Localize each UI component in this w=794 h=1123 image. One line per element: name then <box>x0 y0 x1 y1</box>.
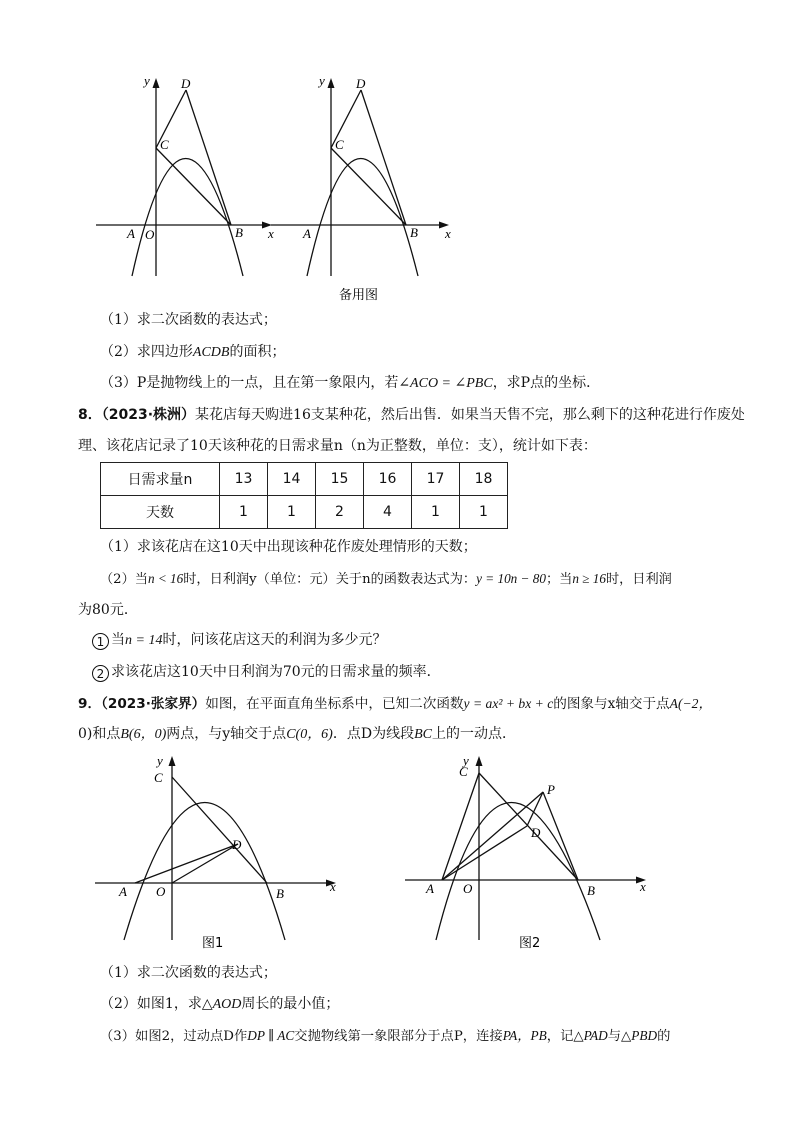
table-cell: 16 <box>364 463 412 496</box>
fig-label-O: O <box>145 227 155 242</box>
text: 周长的最小值； <box>241 996 340 1012</box>
top-figure-original <box>90 70 280 282</box>
circled-number-2: 2 <box>92 665 109 682</box>
table-header-cell: 日需求量n <box>101 463 220 496</box>
table-cell: 17 <box>412 463 460 496</box>
math: ∠ACO = ∠PBC <box>398 376 493 391</box>
text: 上的一动点． <box>431 726 516 742</box>
text: 两点，与y轴交于点 <box>166 726 287 742</box>
table-cell: 18 <box>460 463 508 496</box>
fig-label-B: B <box>410 225 418 240</box>
q9-line-2 <box>78 724 516 745</box>
text: （1）求二次函数的表达式； <box>100 965 277 981</box>
fig-label-O: O <box>156 884 166 899</box>
table-header-cell: 天数 <box>101 496 220 529</box>
text: （3）如图2，过动点D作 <box>100 1029 248 1044</box>
text: （1）求二次函数的表达式； <box>100 312 277 328</box>
question-number: 9． <box>78 696 102 712</box>
text: 交抛物线第一象限部分于点P，连接 <box>294 1029 503 1044</box>
table-cell: 13 <box>220 463 268 496</box>
text: 0)和点 <box>78 726 121 742</box>
text: ，求P点的坐标． <box>492 375 601 391</box>
question-number: 8． <box>78 407 102 423</box>
text: 的面积； <box>229 344 286 360</box>
question-source: （2023·张家界） <box>101 696 206 712</box>
demand-table <box>100 462 508 529</box>
table-cell: 15 <box>316 463 364 496</box>
math: A(−2， <box>669 696 713 711</box>
math: ACDB <box>192 345 230 360</box>
fig-label-y: y <box>144 73 150 88</box>
text: 的 <box>657 1029 671 1044</box>
fig-label-x: x <box>640 879 646 894</box>
q9-sub-2 <box>100 994 339 1015</box>
text: （1）求该花店在这10天中出现该种花作废处理情形的天数； <box>100 539 477 555</box>
text: （2）当 <box>100 572 148 587</box>
q8-sub-2-cont <box>78 600 138 620</box>
text: 时，问该花店这天的利润为多少元？ <box>162 632 387 648</box>
math: △PAD <box>573 1028 608 1043</box>
fig-label-C: C <box>160 137 169 152</box>
q8-line-1 <box>78 405 745 425</box>
figure-caption: 备用图 <box>339 288 379 303</box>
fig-label-D: D <box>181 76 191 91</box>
text: 求该花店这10天中日利润为70元的日需求量的频率． <box>111 664 441 680</box>
fig-label-x: x <box>330 879 336 894</box>
fig-label-O: O <box>463 881 473 896</box>
q8-sub-1 <box>100 537 477 557</box>
fig-label-C: C <box>459 764 468 779</box>
q9-figure-1 <box>90 750 350 955</box>
fig-label-y: y <box>157 753 163 768</box>
q9-sub-3 <box>100 1026 670 1047</box>
table-cell: 1 <box>220 496 268 529</box>
table-cell: 1 <box>460 496 508 529</box>
math: PA，PB <box>502 1028 547 1043</box>
math: BC <box>414 727 432 742</box>
q8-sub-2-item-1 <box>92 630 386 651</box>
math: n < 16 <box>147 571 184 586</box>
math: n = 14 <box>125 633 163 648</box>
fig-label-A: A <box>127 226 135 241</box>
q9-sub-1 <box>100 963 277 983</box>
math: B(6，0) <box>120 727 167 742</box>
text: 时，日利润 <box>605 572 672 587</box>
fig-label-P: P <box>547 782 555 797</box>
text: 如图，在平面直角坐标系中，已知二次函数 <box>205 696 464 712</box>
top-figure-backup <box>265 70 460 310</box>
question-source: （2023·株洲） <box>101 407 196 423</box>
question-part-1 <box>100 310 277 330</box>
figure-caption: 图2 <box>519 936 541 951</box>
math: y = 10n − 80 <box>476 571 546 586</box>
fig-label-A: A <box>303 226 311 241</box>
table-cell: 1 <box>268 496 316 529</box>
math: △AOD <box>201 997 242 1012</box>
table-cell: 1 <box>412 496 460 529</box>
fig-label-x: x <box>268 226 274 241</box>
fig-label-C: C <box>154 770 163 785</box>
text: （2）求四边形 <box>100 344 193 360</box>
fig-label-A: A <box>426 881 434 896</box>
q9-figure-2 <box>400 750 660 955</box>
text: 当 <box>111 632 125 648</box>
fig-label-D: D <box>531 825 541 840</box>
table-cell: 2 <box>316 496 364 529</box>
math: C(0，6) <box>286 727 333 742</box>
math: y = ax² + bx + c <box>463 696 554 711</box>
fig-label-B: B <box>587 883 595 898</box>
question-part-3 <box>100 373 600 394</box>
question-part-2 <box>100 342 285 363</box>
text: 某花店每天购进16支某种花，然后出售．如果当天售不完，那么剩下的这种花进行作废处 <box>195 407 745 423</box>
table-row <box>101 496 508 529</box>
table-cell: 4 <box>364 496 412 529</box>
table-row <box>101 463 508 496</box>
q8-line-2 <box>78 436 597 456</box>
q9-line-1 <box>78 694 712 714</box>
text: （2）如图1，求 <box>100 996 202 1012</box>
text: 与 <box>607 1029 622 1044</box>
text: 理、该花店记录了10天该种花的日需求量n（n为正整数，单位：支），统计如下表： <box>78 438 597 454</box>
text: （3）P是抛物线上的一点，且在第一象限内，若 <box>100 375 399 391</box>
text: 时，日利润y（单位：元）关于n的函数表达式为： <box>183 572 477 587</box>
table-cell: 14 <box>268 463 316 496</box>
fig-label-B: B <box>276 886 284 901</box>
fig-label-C: C <box>335 137 344 152</box>
fig-label-B: B <box>235 225 243 240</box>
fig-label-D: D <box>232 837 242 852</box>
q8-sub-2 <box>100 569 672 590</box>
text: ．点D为线段 <box>332 726 415 742</box>
q8-sub-2-item-2 <box>92 662 441 682</box>
math: n ≥ 16 <box>572 571 606 586</box>
fig-label-y: y <box>463 753 469 768</box>
math: DP ∥ AC <box>247 1028 295 1043</box>
fig-label-x: x <box>445 226 451 241</box>
text: 为80元． <box>78 602 138 618</box>
figure-caption: 图1 <box>202 936 224 951</box>
circled-number-1: 1 <box>92 633 109 650</box>
text: ；当 <box>545 572 573 587</box>
fig-label-D: D <box>356 76 366 91</box>
text: ，记 <box>546 1029 574 1044</box>
fig-label-A: A <box>119 884 127 899</box>
text: 的图象与x轴交于点 <box>553 696 670 712</box>
math: △PBD <box>621 1028 658 1043</box>
fig-label-y: y <box>319 73 325 88</box>
